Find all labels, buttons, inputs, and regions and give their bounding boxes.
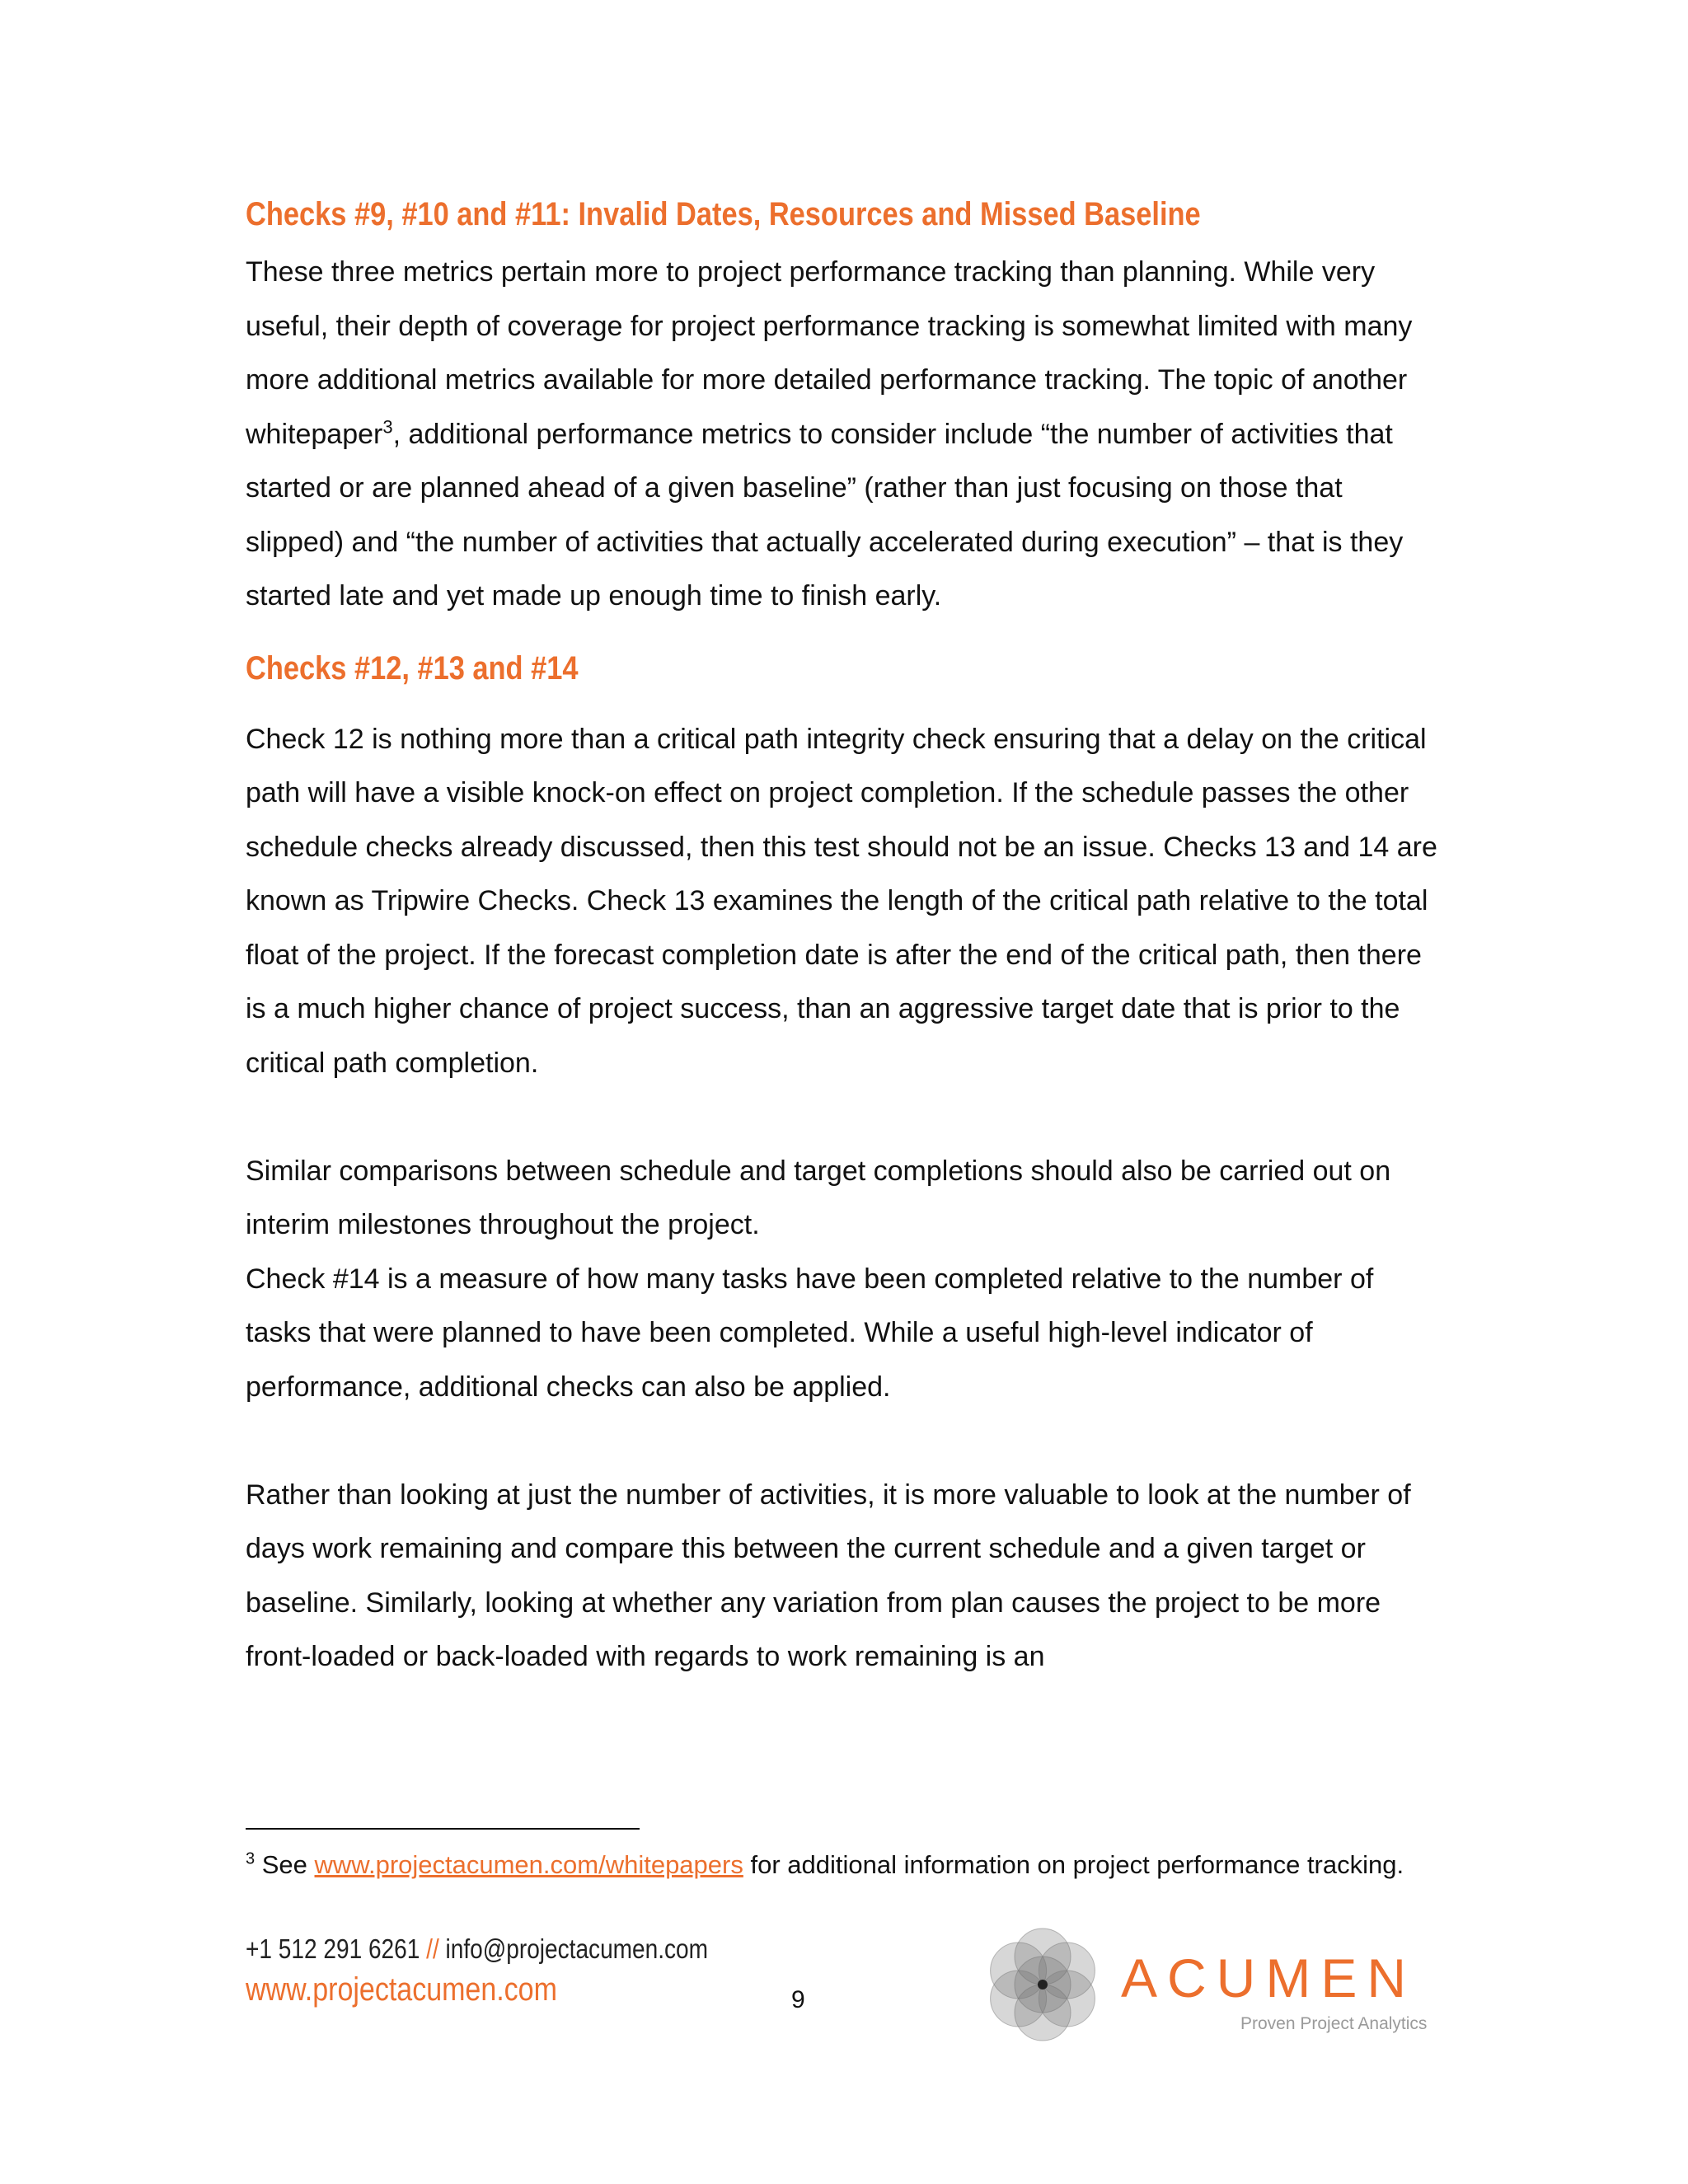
footer-separator: // [426,1933,439,1964]
footnote-prefix: See [255,1850,315,1879]
footer-phone: +1 512 291 6261 [246,1933,420,1964]
footnote [246,1846,1441,1884]
page-number: 9 [791,1986,805,2013]
footnote-reference[interactable]: 3 [382,416,393,438]
section-paragraph: Rather than looking at just the number of activities, it is more valuable to look at the number of days work remaining and compare this between the current schedule and a given target or baseline. Similarly, looking at whether any variation from plan causes the project to be more front-loaded or back-loaded with regards to work remaining is an [246,1479,1411,1672]
paragraph-text: These three metrics pertain more to project performance tracking than planning. While very useful, their depth of coverage for project performance tracking is somewhat limited with many more additional metrics available for more detailed performance tracking. The topic of another whitepaper [246,256,1413,450]
brand-tagline: Proven Project Analytics [1240,2014,1428,2033]
section-paragraph: Similar comparisons between schedule and target completions should also be carried out on interim milestones throughout the project. [246,1155,1391,1240]
section-paragraph: Check 12 is nothing more than a critical path integrity check ensuring that a delay on the critical path will have a visible knock-on effect on project completion. If the schedule passes the other schedule checks already discussed, then this test should not be an issue. Checks 13 and 14 are known as Tripwire Checks. Check 13 examines the length of the critical path relative to the total float of the project. If the forecast completion date is after the end of the critical path, then there is a much higher chance of project success, than an aggressive target date that is prior to the critical path completion. [246,723,1437,1079]
document-body [246,190,1441,1685]
footnote-suffix: for additional information on project performance tracking. [743,1850,1404,1879]
footnote-divider [246,1828,640,1830]
footnote-number: 3 [246,1849,256,1868]
whitepapers-link[interactable]: www.projectacumen.com/whitepapers [314,1850,743,1879]
paragraph-gap [246,1090,1441,1145]
section-paragraph [246,246,1441,624]
paragraph-gap [246,1414,1441,1469]
section-heading-checks-12-13-14: Checks #12, #13 and #14 [246,649,579,687]
footer-website-link[interactable]: www.projectacumen.com [246,1971,557,2008]
brand-name: ACUMEN [1121,1947,1417,2008]
paragraph-text: , additional performance metrics to consider include “the number of activities that started or are planned ahead of a given baseline” (rather than just focusing on those that slipped) and “the number of activities that actually accelerated during execution” – that is they started late and yet made up enough time to finish early. [246,418,1404,612]
section-heading-checks-9-10-11: Checks #9, #10 and #11: Invalid Dates, Resources and Missed Baseline [246,196,1201,232]
section-paragraph: Check #14 is a measure of how many tasks have been completed relative to the number of tasks that were planned to have been completed. While a useful high-level indicator of performance, additional checks can also be applied. [246,1263,1374,1403]
acumen-logo-icon [985,1927,1100,2042]
footer-email[interactable]: info@projectacumen.com [445,1933,709,1964]
footer-contact [246,1933,708,1965]
